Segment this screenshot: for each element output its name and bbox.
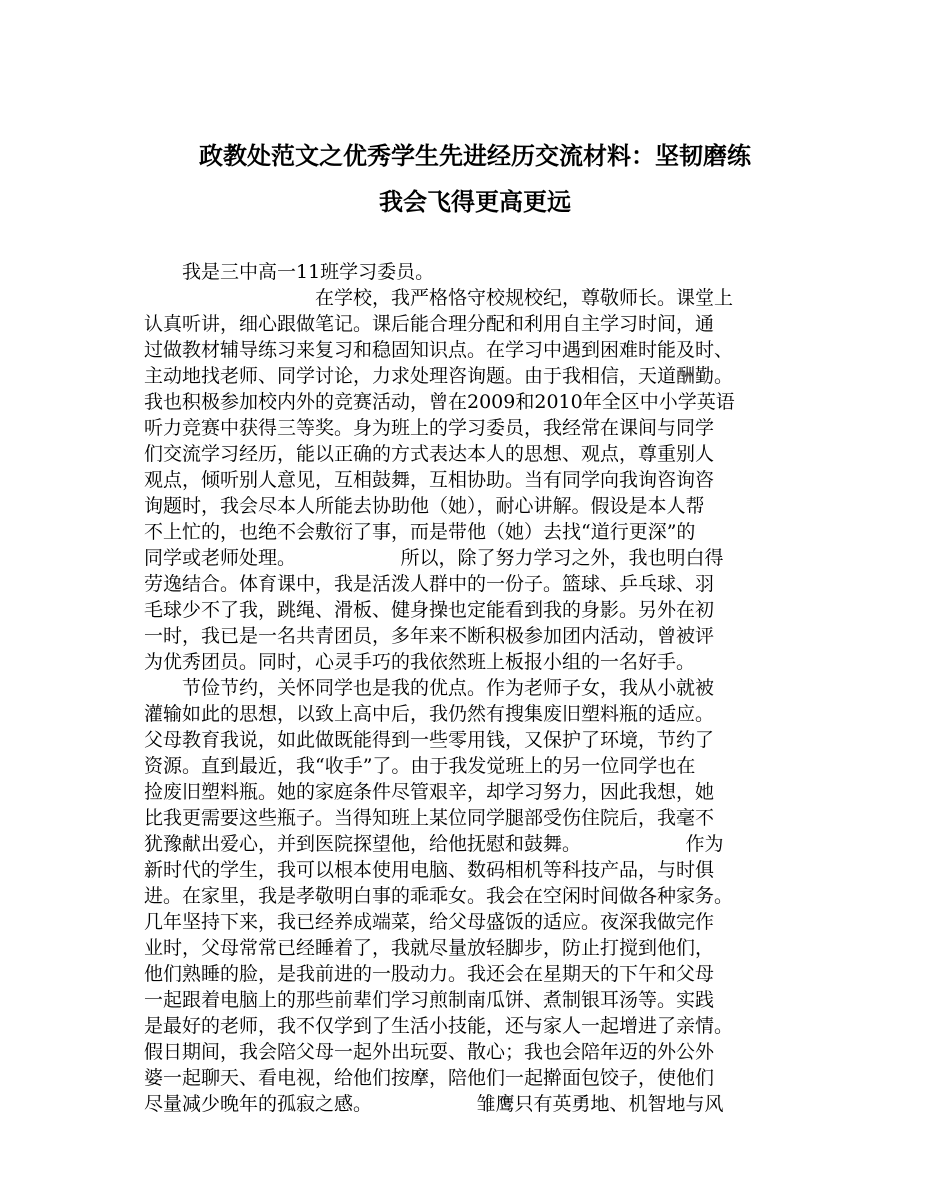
body-text-line: 假日期间，我会陪父母一起外出玩耍、散心；我也会陪年迈的外公外 [144, 1041, 715, 1063]
body-text-line: 灌输如此的思想，以致上高中后，我仍然有搜集废旧塑料瓶的适应。 [144, 703, 715, 725]
body-text-line: 毛球少不了我，跳绳、滑板、健身操也定能看到我的身影。另外在初 [144, 599, 715, 621]
body-text-line: 听力竞赛中获得三等奖。身为班上的学习委员，我经常在课间与同学 [144, 417, 715, 439]
body-text-line: 新时代的学生，我可以根本使用电脑、数码相机等科技产品，与时俱 [144, 859, 715, 881]
body-text-line: 一起跟着电脑上的那些前辈们学习煎制南瓜饼、煮制银耳汤等。实践 [144, 989, 715, 1011]
body-text-line: 认真听讲，细心跟做笔记。课后能合理分配和利用自主学习时间，通 [144, 313, 715, 335]
body-text-line: 为优秀团员。同时，心灵手巧的我依然班上板报小组的一名好手。 [144, 651, 696, 673]
body-text-line: 同学或老师处理。 所以，除了努力学习之外，我也明白得 [144, 547, 724, 569]
body-text-line: 劳逸结合。体育课中，我是活泼人群中的一份子。篮球、乒乓球、羽 [144, 573, 715, 595]
body-text-line: 我是三中高一11班学习委员。 [144, 261, 435, 283]
body-text-line: 们交流学习经历，能以正确的方式表达本人的思想、观点，尊重别人 [144, 443, 715, 465]
body-text-line: 不上忙的，也绝不会敷衍了事，而是带他（她）去找“道行更深”的 [144, 521, 696, 543]
body-text-line: 婆一起聊天、看电视，给他们按摩，陪他们一起擀面包饺子，使他们 [144, 1067, 715, 1089]
body-text-line: 尽量减少晚年的孤寂之感。 雏鹰只有英勇地、机智地与风 [144, 1093, 724, 1115]
body-text-line: 节俭节约，关怀同学也是我的优点。作为老师子女，我从小就被 [144, 677, 715, 699]
body-text-line: 在学校，我严格恪守校规校纪，尊敬师长。课堂上 [144, 287, 734, 309]
body-text-line: 犹豫献出爱心，并到医院探望他，给他抚慰和鼓舞。 作为 [144, 833, 724, 855]
body-text-line: 是最好的老师，我不仅学到了生活小技能，还与家人一起增进了亲情。 [144, 1015, 734, 1037]
body-text-line: 主动地找老师、同学讨论，力求处理咨询题。由于我相信，天道酬勤。 [144, 365, 734, 387]
body-text-line: 资源。直到最近，我“收手”了。由于我发觉班上的另一位同学也在 [144, 755, 696, 777]
body-text-line: 观点，倾听别人意见，互相鼓舞，互相协助。当有同学向我询咨询咨 [144, 469, 715, 491]
body-text-line: 父母教育我说，如此做既能得到一些零用钱，又保护了环境，节约了 [144, 729, 715, 751]
document-body [144, 259, 824, 1117]
document-title-line-1: 政教处范文之优秀学生先进经历交流材料：坚韧磨练 [199, 141, 751, 170]
body-text-line: 业时，父母常常已经睡着了，我就尽量放轻脚步，防止打搅到他们， [144, 937, 715, 959]
body-text-line: 一时，我已是一名共青团员，多年来不断积极参加团内活动，曾被评 [144, 625, 715, 647]
body-text-line: 我也积极参加校内外的竞赛活动，曾在2009和2010年全区中小学英语 [144, 391, 735, 413]
body-text-line: 比我更需要这些瓶子。当得知班上某位同学腿部受伤住院后，我毫不 [144, 807, 715, 829]
body-text-line: 过做教材辅导练习来复习和稳固知识点。在学习中遇到困难时能及时、 [144, 339, 734, 361]
body-text-line: 几年坚持下来，我已经养成端菜，给父母盛饭的适应。夜深我做完作 [144, 911, 715, 933]
body-text-line: 捡废旧塑料瓶。她的家庭条件尽管艰辛，却学习努力，因此我想，她 [144, 781, 715, 803]
body-text-line: 询题时，我会尽本人所能去协助他（她），耐心讲解。假设是本人帮 [144, 495, 705, 517]
body-text-line: 他们熟睡的脸，是我前进的一股动力。我还会在星期天的下午和父母 [144, 963, 715, 985]
document-title-line-2: 我会飞得更高更远 [379, 187, 571, 216]
body-text-line: 进。在家里，我是孝敬明白事的乖乖女。我会在空闲时间做各种家务。 [144, 885, 734, 907]
